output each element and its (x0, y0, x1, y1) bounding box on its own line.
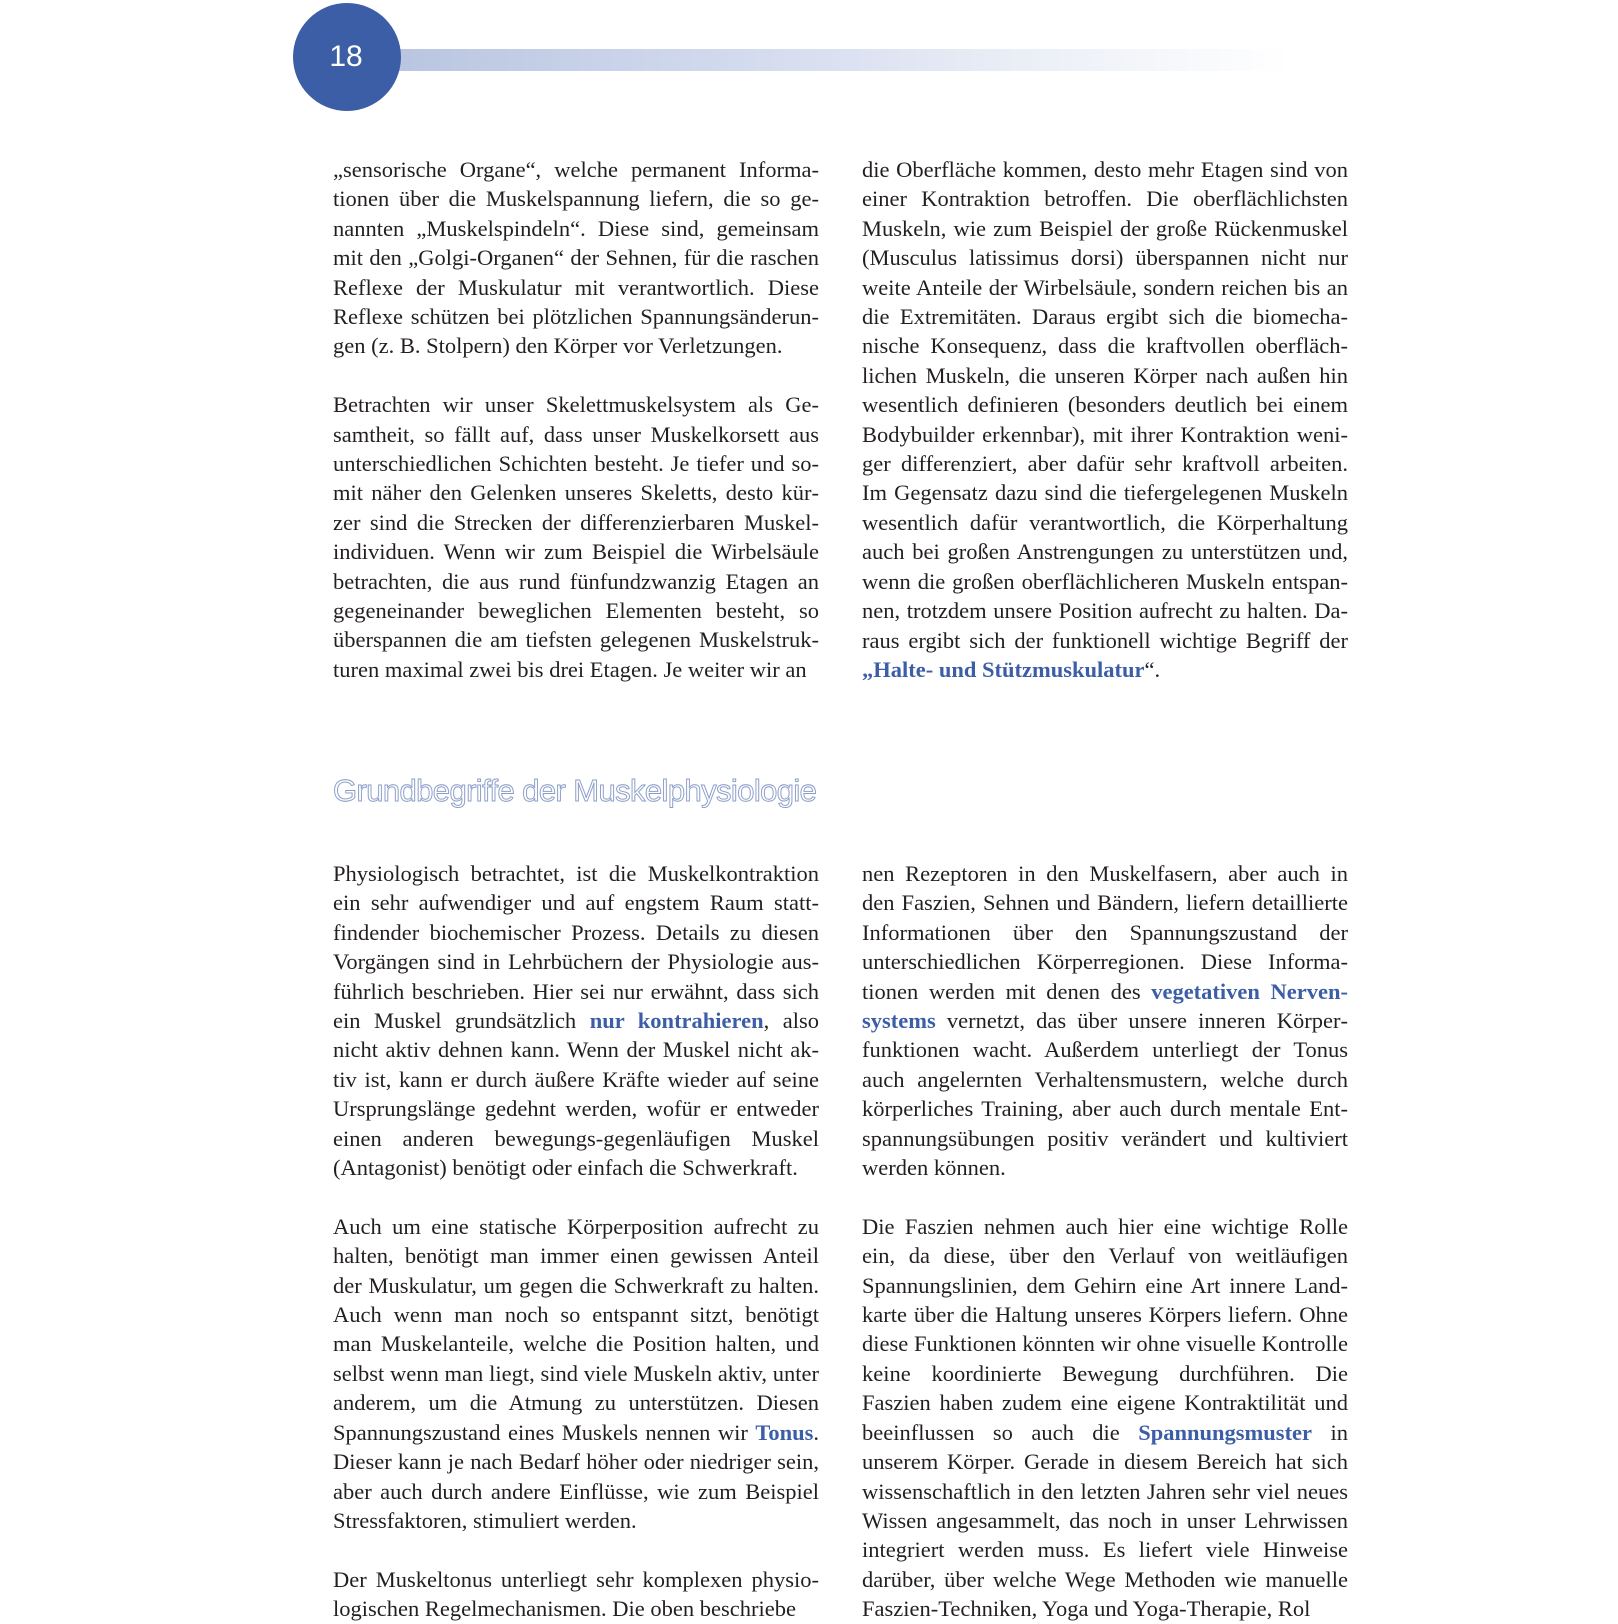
paragraph-text: in unserem Körper. Gerade in diesem Bereich hat sich wissenschaftlich in den letzten Jahren sehr viel neues Wissen angesammelt, das noch in unser Lehrwissen integriert werden muss. Es liefert viele Hinweise darüber, über welche Wege Methoden wie manuelle Faszien-Techniken, Yoga und Yoga-Therapie, Rol (862, 1419, 1348, 1622)
paragraph (862, 859, 1348, 1182)
paragraph (862, 1212, 1348, 1624)
page-number-badge (293, 3, 401, 111)
top-left-column (333, 155, 819, 684)
paragraph-text: Die Faszien nehmen auch hier eine wichtige Rolle ein, da diese, über den Verlauf von weitläufigen Spannungslinien, dem Gehirn eine Art innere Landkarte über die Haltung unseres Körpers liefern. Ohne diese Funktionen könnten wir ohne visuelle Kontrolle keine koordinierte Bewegung durchführen. Die Faszien haben zudem eine eigene Kontraktilität und beeinflussen so auch die (862, 1213, 1348, 1445)
bottom-right-column (862, 859, 1348, 1624)
header-gradient-bar (390, 49, 1290, 71)
paragraph (862, 155, 1348, 684)
keyword-spannungsmuster: Spannungsmuster (1138, 1419, 1313, 1445)
paragraph-text: Physiologisch betrachtet, ist die Muskelkontraktion ein sehr aufwendiger und auf engstem Raum stattfindender biochemischer Prozess. Details zu diesen Vorgängen sind in Lehrbüchern der Physiologie ausführlich beschrieben. Hier sei nur erwähnt, dass sich ein Muskel grundsätzlich (333, 861, 819, 1034)
paragraph-text: die Oberfläche kommen, desto mehr Etagen sind von einer Kontraktion betroffen. Die oberflächlichsten Muskeln, wie zum Beispiel der große Rückenmuskel (Musculus latissimus dorsi) überspannen nicht nur weite Anteile der Wirbelsäule, sondern reichen bis an die Extremitäten. Daraus ergibt sich die biomechanische Konsequenz, dass die kraftvollen oberflächlichen Muskeln, die unseren Körper nach außen hin wesentlich definieren (besonders deutlich bei einem Bodybuilder erkennbar), mit ihrer Kontraktion weniger differenziert, aber dafür sehr kraftvoll arbeiten. Im Gegensatz dazu sind die tiefergelegenen Muskeln wesentlich dafür verantwortlich, die Körperhaltung auch bei großen Anstrengungen zu unterstützen und, wenn die großen oberflächlicheren Muskeln entspannen, trotzdem unsere Position aufrecht zu halten. Daraus ergibt sich der funktionell wichtige Begriff der (862, 157, 1348, 653)
paragraph-text: nen Rezeptoren in den Muskelfasern, aber auch in den Faszien, Sehnen und Bändern, liefern detaillierte Informationen über den Spannungszustand der unterschiedlichen Körperregionen. Diese Informationen werden mit denen des (862, 861, 1348, 1004)
paragraph-text: , also nicht aktiv dehnen kann. Wenn der Muskel nicht aktiv ist, kann er durch äußere Kräfte wieder auf seine Ursprungslänge gedehnt werden, wofür er entweder einen anderen bewegungs-gegenläufigen Muskel (Antagonist) benötigt oder einfach die Schwerkraft. (333, 1008, 820, 1181)
keyword-tonus: Tonus (755, 1419, 814, 1445)
paragraph: Der Muskeltonus unterliegt sehr komplexen physiologischen Regelmechanismen. Die oben beschriebe (333, 1566, 819, 1622)
top-right-column (862, 155, 1348, 684)
keyword-halte-und-stuetzmuskulatur: „Halte- und Stützmuskulatur (862, 656, 1145, 682)
bottom-left-column (333, 859, 819, 1624)
paragraph-text: . Dieser kann je nach Bedarf höher oder niedriger sein, aber auch durch andere Einflüsse, wie zum Beispiel Stressfaktoren, stimuliert werden. (333, 1419, 819, 1533)
keyword-nur-kontrahieren: nur kontrahieren (589, 1008, 764, 1034)
paragraph (333, 859, 819, 1182)
paragraph: Betrachten wir unser Skelettmuskelsystem als Gesamtheit, so fällt auf, dass unser Muskelkorsett aus unterschiedlichen Schichten besteht. Je tiefer und somit näher den Gelenken unseres Skeletts, desto kürzer sind die Strecken der differenzierbaren Muskelindividuen. Wenn wir zum Beispiel die Wirbelsäule betrachten, die aus rund fünfundzwanzig Etagen an gegeneinander beweglichen Elementen besteht, so überspannen die am tiefsten gelegenen Muskelstrukturen maximal zwei bis drei Etagen. Je weiter wir an (333, 392, 819, 682)
paragraph-text: Auch um eine statische Körperposition aufrecht zu halten, benötigt man immer einen gewissen Anteil der Muskulatur, um gegen die Schwerkraft zu halten. Auch wenn man noch so entspannt sitzt, benötigt man Muskelanteile, welche die Position halten, und selbst wenn man liegt, sind viele Muskeln aktiv, unter anderem, um die Atmung zu unterstützen. Diesen Spannungszustand eines Muskels nennen wir (333, 1213, 819, 1445)
paragraph-text: “. (1144, 656, 1161, 682)
paragraph-text: vernetzt, das über unsere inneren Körperfunktionen wacht. Außerdem unterliegt der Tonus auch angelernten Verhaltensmustern, welche durch körperliches Training, aber auch durch mentale Entspannungsübungen positiv verändert und kultiviert werden können. (862, 1008, 1348, 1181)
page-number: 18 (329, 40, 363, 73)
paragraph (333, 1212, 819, 1535)
section-heading: Grundbegriffe der Muskelphysiologie (333, 773, 817, 808)
keyword-vegetativen-nervensystems: vegetativen Nervensystems (862, 978, 1348, 1034)
paragraph: „sensorische Organe“, welche permanent Informationen über die Muskelspannung liefern, die so genannten „Muskelspindeln“. Diese sind, gemeinsam mit den „Golgi-Organen“ der Sehnen, für die raschen Reflexe der Muskulatur mit verantwortlich. Diese Reflexe schützen bei plötzlichen Spannungsänderungen (z. B. Stolpern) den Körper vor Verletzungen. (333, 157, 819, 359)
